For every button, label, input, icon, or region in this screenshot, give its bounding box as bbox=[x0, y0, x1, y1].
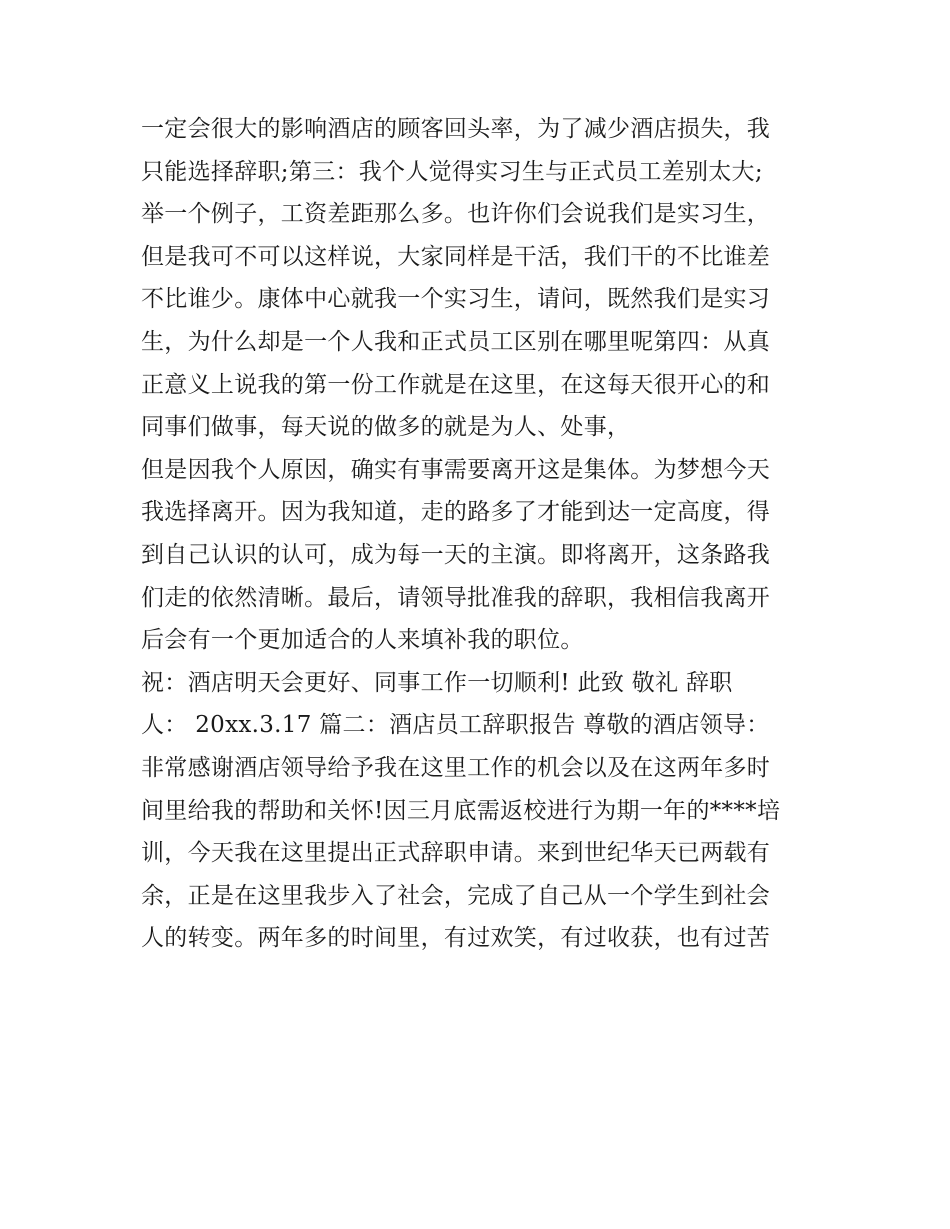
text-line: 间里给我的帮助和关怀!因三月底需返校进行为期一年的****培 bbox=[141, 797, 781, 824]
text-line: 余，正是在这里我步入了社会，完成了自己从一个学生到社会 bbox=[141, 882, 771, 909]
text-line: 我选择离开。因为我知道，走的路多了才能到达一定高度，得 bbox=[141, 499, 771, 526]
text-line: 祝：酒店明天会更好、同事工作一切顺利! 此致 敬礼 辞职 bbox=[141, 669, 733, 696]
text-line: 一定会很大的影响酒店的顾客回头率，为了减少酒店损失，我 bbox=[141, 116, 771, 142]
text-line: 不比谁少。康体中心就我一个实习生，请问，既然我们是实习 bbox=[141, 286, 771, 313]
text-line: 举一个例子，工资差距那么多。也许你们会说我们是实习生， bbox=[141, 201, 771, 228]
text-line: 同事们做事，每天说的做多的就是为人、处事， bbox=[141, 414, 631, 441]
text-line: 正意义上说我的第一份工作就是在这里，在这每天很开心的和 bbox=[141, 371, 771, 398]
text-line: 后会有一个更加适合的人来填补我的职位。 bbox=[141, 627, 584, 654]
text-line: 但是我可不可以这样说，大家同样是干活，我们干的不比谁差 bbox=[141, 243, 771, 270]
text-line: 生，为什么却是一个人我和正式员工区别在哪里呢第四：从真 bbox=[141, 328, 771, 355]
text-line: 但是因我个人原因，确实有事需要离开这是集体。为梦想今天 bbox=[141, 456, 771, 483]
text-line: 人的转变。两年多的时间里，有过欢笑，有过收获，也有过苦 bbox=[141, 925, 771, 952]
text-line: 们走的依然清晰。最后，请领导批准我的辞职，我相信我离开 bbox=[141, 584, 771, 611]
text-line: 训，今天我在这里提出正式辞职申请。来到世纪华天已两载有 bbox=[141, 840, 771, 867]
text-line: 非常感谢酒店领导给予我在这里工作的机会以及在这两年多时 bbox=[141, 754, 771, 781]
text-line: 到自己认识的认可，成为每一天的主演。即将离开，这条路我 bbox=[141, 541, 771, 568]
text-line: 只能选择辞职;第三：我个人觉得实习生与正式员工差别太大; bbox=[141, 158, 763, 185]
text-line: 人： 20xx.3.17 篇二：酒店员工辞职报告 尊敬的酒店领导： bbox=[141, 712, 770, 739]
document-body bbox=[141, 108, 831, 960]
